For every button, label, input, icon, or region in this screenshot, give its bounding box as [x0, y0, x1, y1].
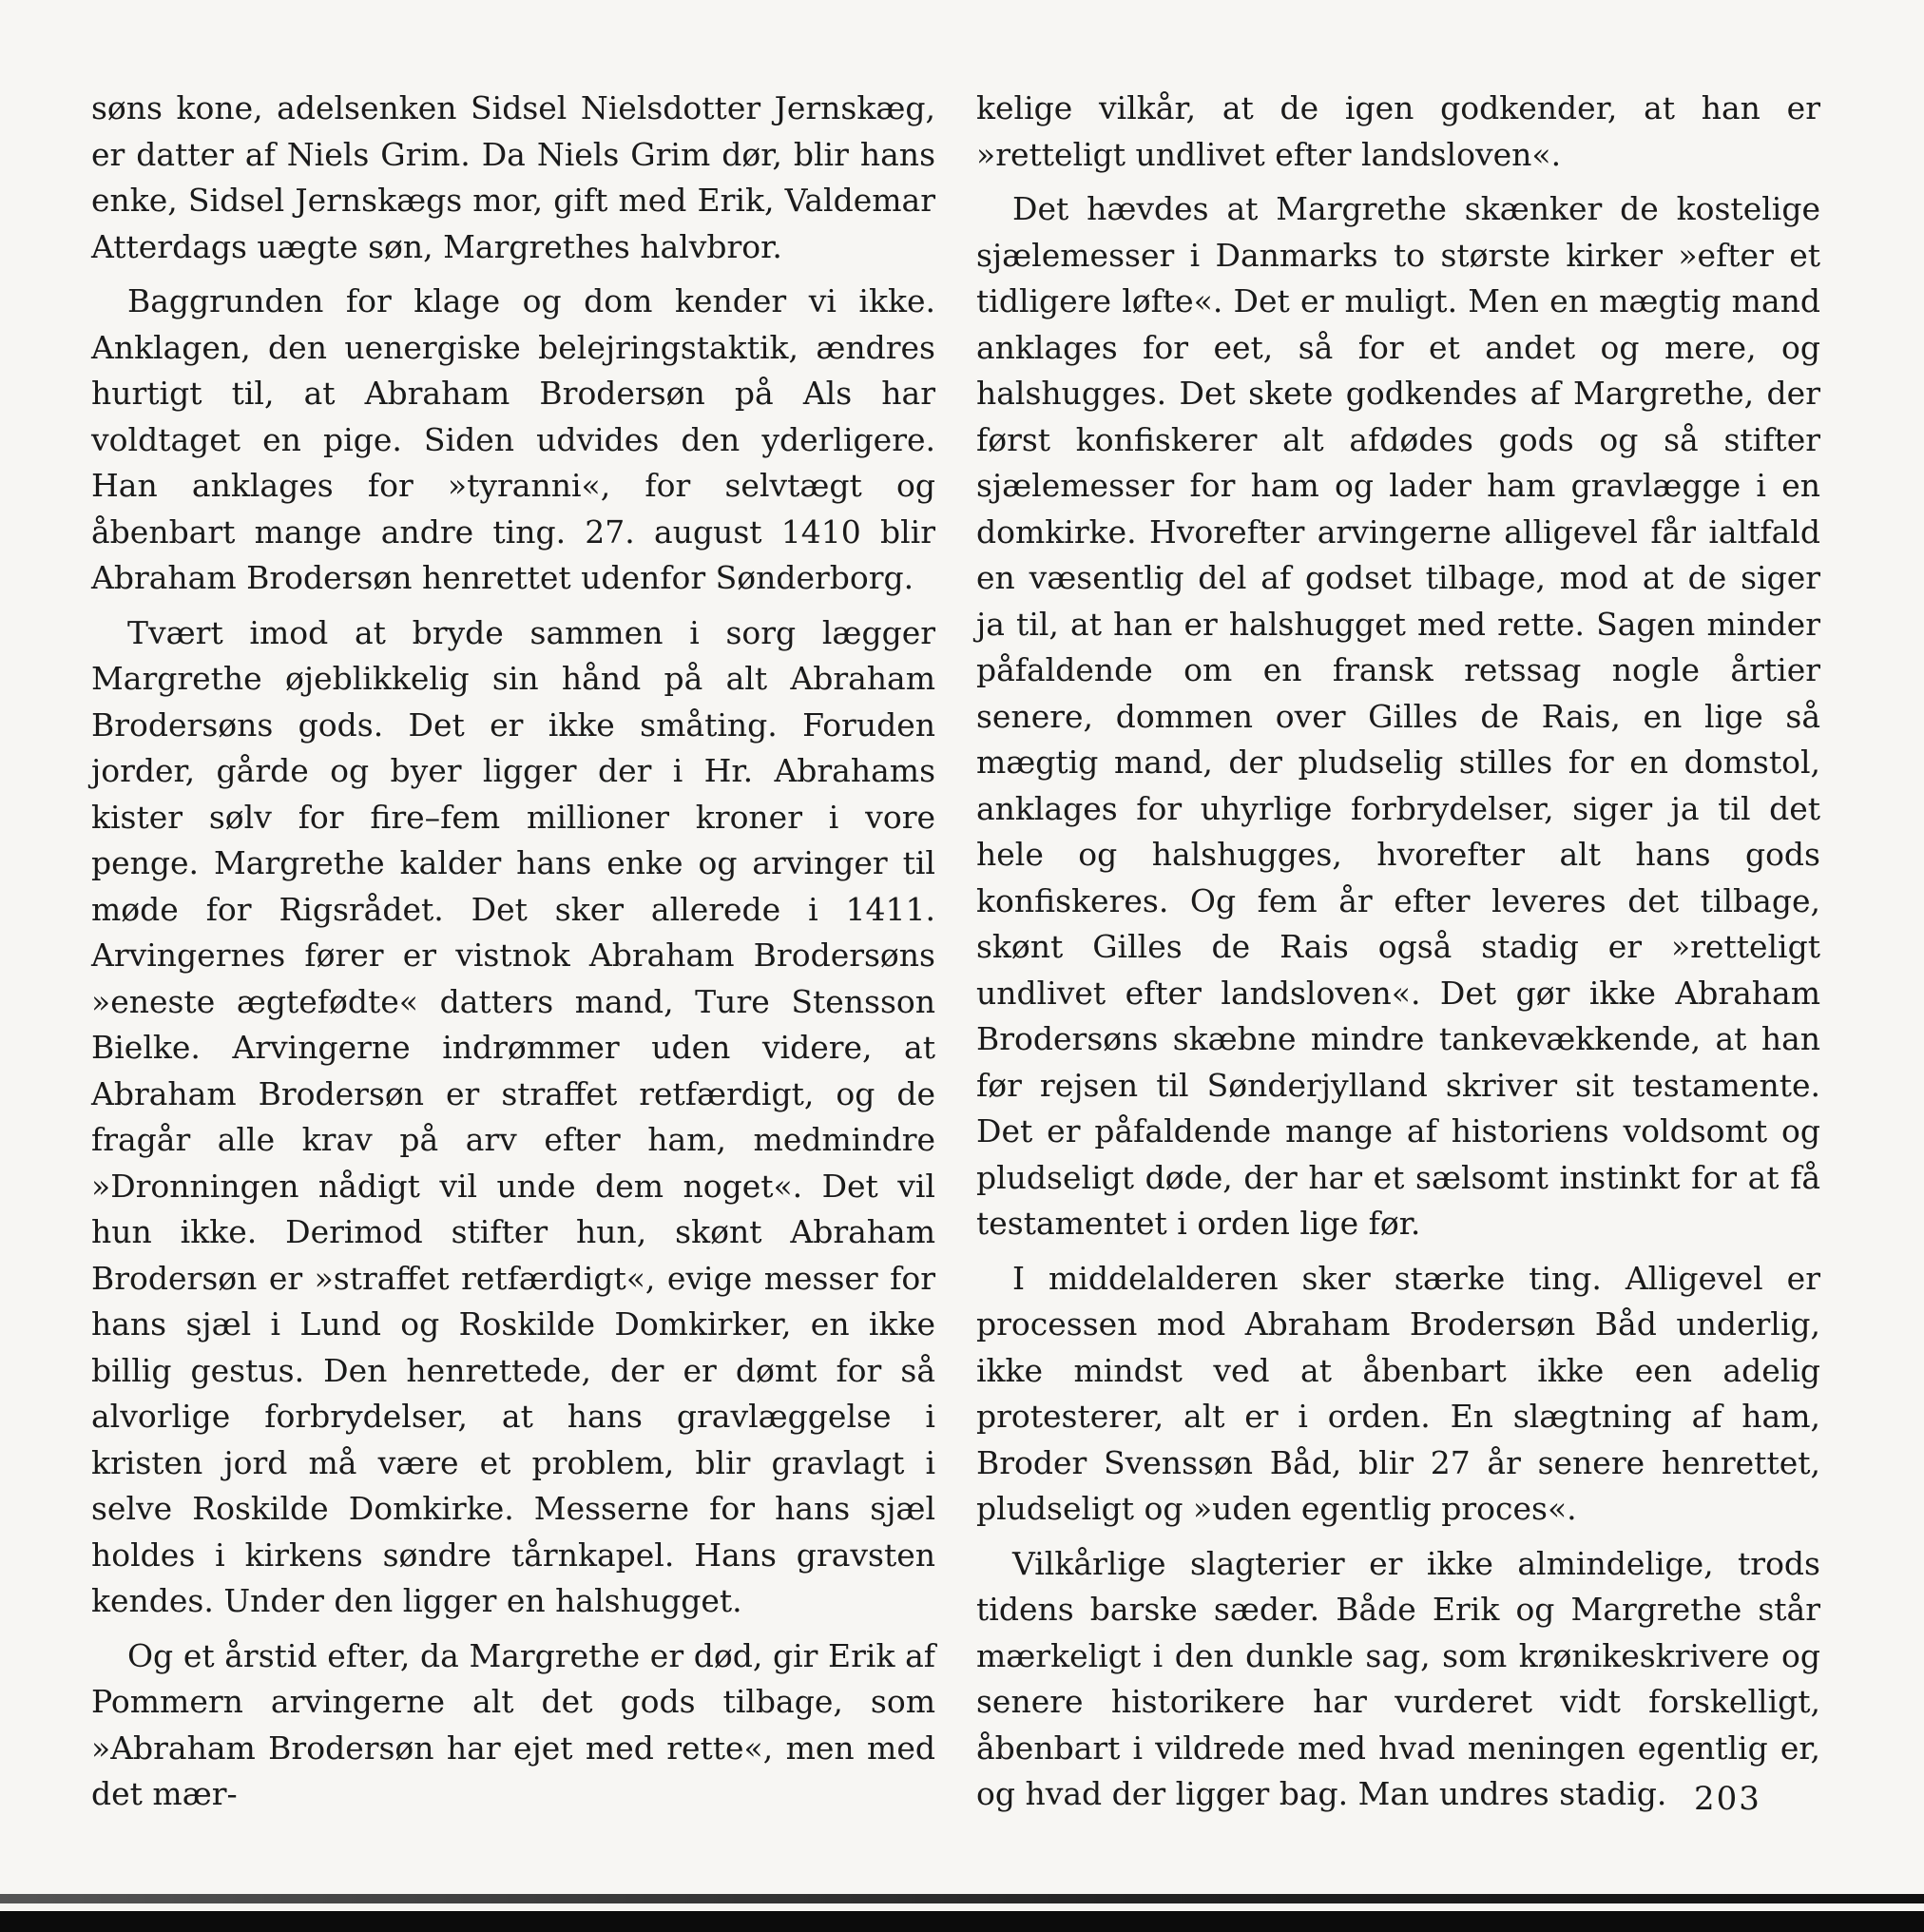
- paragraph: Det hævdes at Margrethe skænker de kostelige sjælemesser i Danmarks to største kirker »efter et tidligere løfte«. Det er muligt. Men en mægtig mand anklages for eet, så for et andet og mere, og halshugges. Det skete godkendes af Margrethe, der først konfiskerer alt afdødes gods og så stifter sjælemesser for ham og lader ham gravlægge i en domkirke. Hvorefter arvingerne alligevel får ialtfald en væsentlig del af godset tilbage, mod at de siger ja til, at han er halshugget med rette. Sagen minder påfaldende om en fransk retssag nogle årtier senere, dommen over Gilles de Rais, en lige så mægtig mand, der pludselig stilles for en domstol, anklages for uhyrlige forbrydelser, siger ja til det hele og halshugges, hvorefter alt hans gods konfiskeres. Og fem år efter leveres det tilbage, skønt Gilles de Rais også stadig er »retteligt undlivet efter landsloven«. Det gør ikke Abraham Brodersøns skæbne mindre tankevækkende, at han før rejsen til Sønderjylland skriver sit testamente. Det er påfaldende mange af historiens voldsomt og pludseligt døde, der har et sælsomt instinkt for at få testamentet i orden lige før.: [976, 190, 1820, 1242]
- paragraph: Vilkårlige slagterier er ikke almindelige, trods tidens barske sæder. Både Erik og Margrethe står mærkeligt i den dunkle sag, som krønikeskrivere og senere historikere har vurderet vidt forskelligt, åbenbart i vildrede med hvad meningen egentlig er, og hvad der ligger bag. Man undres stadig.: [976, 1544, 1820, 1812]
- right-text-column: [976, 86, 1820, 1818]
- page-edge-rule: [0, 1894, 1924, 1903]
- paragraph: I middelalderen sker stærke ting. Alligevel er processen mod Abraham Brodersøn Båd underlig, ikke mindst ved at åbenbart ikke een adelig protesterer, alt er i orden. En slægtning af ham, Broder Svenssøn Båd, blir 27 år senere henrettet, pludseligt og »uden egentlig proces«.: [976, 1259, 1820, 1527]
- left-text-column: [91, 86, 935, 1818]
- paragraph: Og et årstid efter, da Margrethe er død, gir Erik af Pommern arvingerne alt det gods tilbage, som »Abraham Brodersøn har ejet med rette«, men med det mær-: [91, 1636, 935, 1812]
- page-number: 203: [1694, 1780, 1761, 1818]
- scan-bottom-band: [0, 1911, 1924, 1932]
- paragraph: kelige vilkår, at de igen godkender, at han er »retteligt undlivet efter landsloven«.: [976, 89, 1820, 173]
- paragraph: søns kone, adelsenken Sidsel Nielsdotter Jernskæg, er datter af Niels Grim. Da Niels Grim dør, blir hans enke, Sidsel Jernskægs mor, gift med Erik, Valdemar Atterdags uægte søn, Margrethes halvbror.: [91, 89, 935, 265]
- paragraph: Baggrunden for klage og dom kender vi ikke. Anklagen, den uenergiske belejringstaktik, ændres hurtigt til, at Abraham Brodersøn på Als har voldtaget en pige. Siden udvides den yderligere. Han anklages for »tyranni«, for selvtægt og åbenbart mange andre ting. 27. august 1410 blir Abraham Brodersøn henrettet udenfor Sønderborg.: [91, 282, 935, 596]
- paragraph: Tvært imod at bryde sammen i sorg lægger Margrethe øjeblikkelig sin hånd på alt Abraham Brodersøns gods. Det er ikke småting. Foruden jorder, gårde og byer ligger der i Hr. Abrahams kister sølv for fire–fem millioner kroner i vore penge. Margrethe kalder hans enke og arvinger til møde for Rigsrådet. Det sker allerede i 1411. Arvingernes fører er vistnok Abraham Brodersøns »eneste ægtefødte« datters mand, Ture Stensson Bielke. Arvingerne indrømmer uden videre, at Abraham Brodersøn er straffet retfærdigt, og de fragår alle krav på arv efter ham, medmindre »Dronningen nådigt vil unde dem noget«. Det vil hun ikke. Derimod stifter hun, skønt Abraham Brodersøn er »straffet retfærdigt«, evige messer for hans sjæl i Lund og Roskilde Domkirker, en ikke billig gestus. Den henrettede, der er dømt for så alvorlige forbrydelser, at hans gravlæggelse i kristen jord må være et problem, blir gravlagt i selve Roskilde Domkirke. Messerne for hans sjæl holdes i kirkens søndre tårnkapel. Hans gravsten kendes. Under den ligger en halshugget.: [91, 613, 935, 1619]
